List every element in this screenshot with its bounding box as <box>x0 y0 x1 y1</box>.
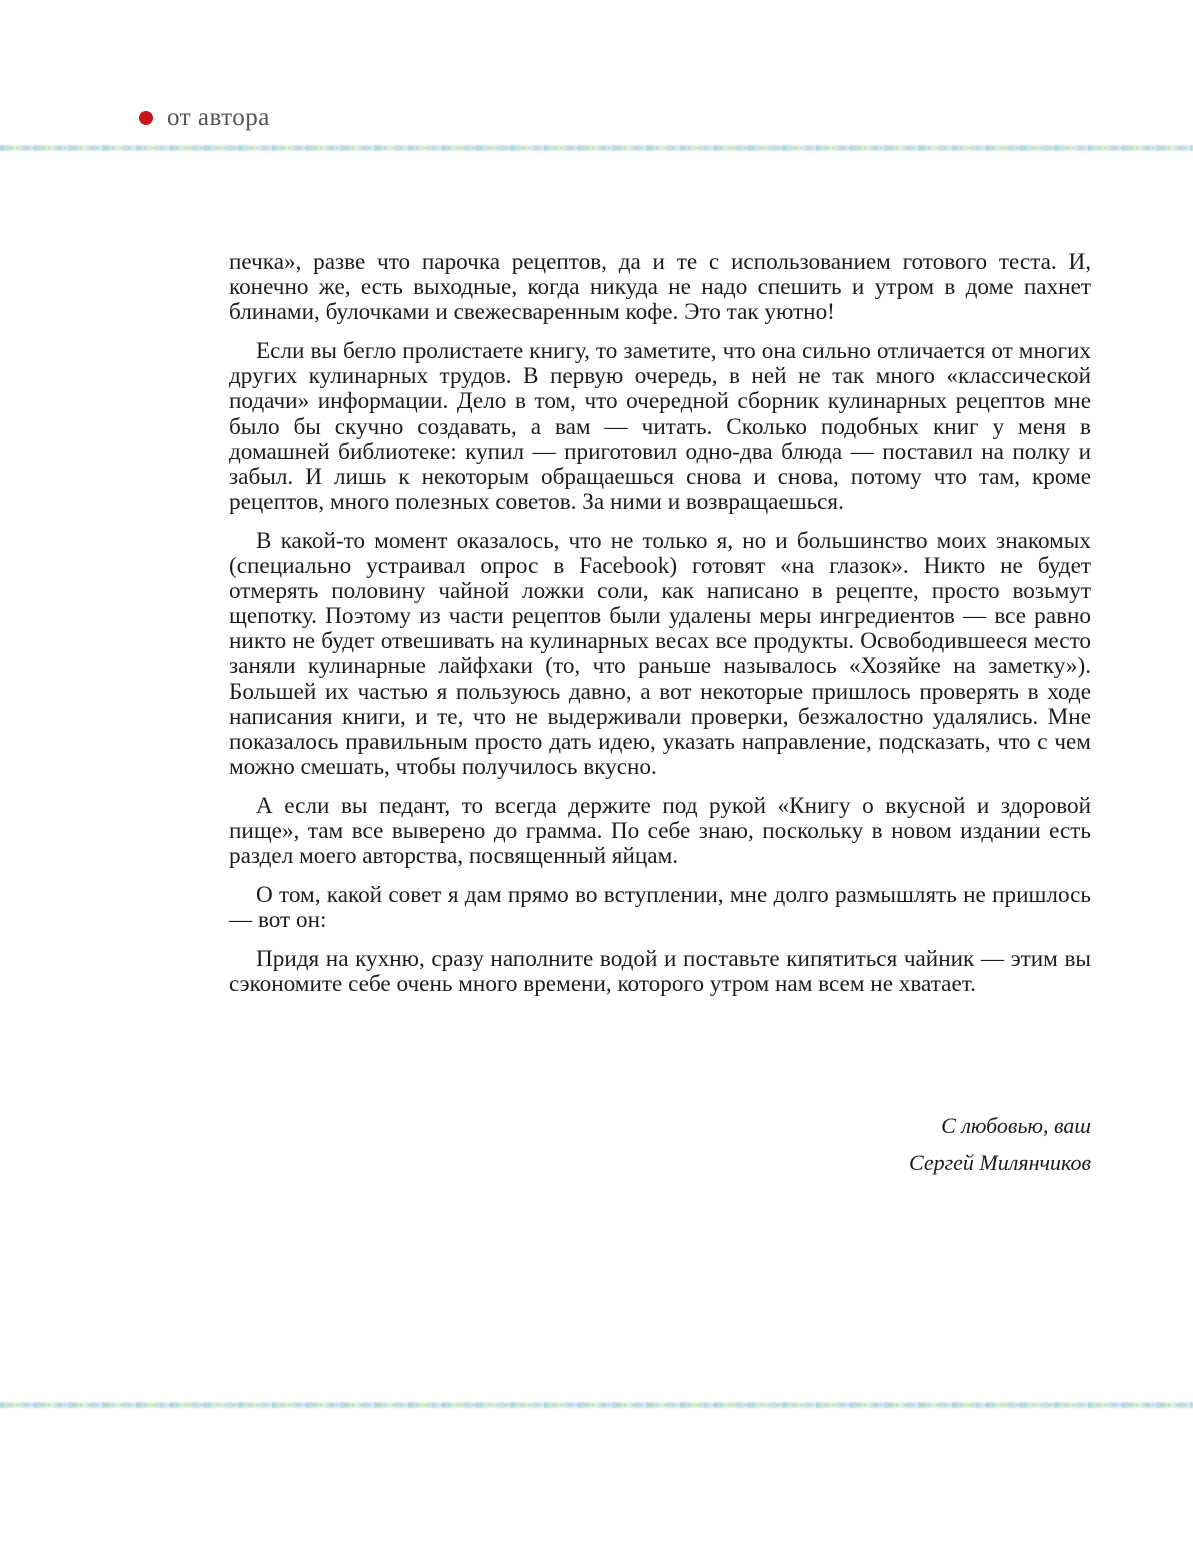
signature-line-greeting: С любовью, ваш <box>941 1113 1091 1138</box>
top-decorative-rule <box>0 145 1193 151</box>
section-header <box>139 104 270 132</box>
paragraph: печка», разве что парочка рецептов, да и те с использованием готового теста. И, конечно же, есть выходные, когда никуда не надо спешить и утром в доме пахнет блинами, булочками и свежесваренным кофе. Это так уютно! <box>229 249 1091 326</box>
signature-line-author: Сергей Милянчиков <box>909 1150 1091 1175</box>
section-label: от автора <box>167 104 270 131</box>
paragraph: О том, какой совет я дам прямо во вступлении, мне долго размышлять не пришлось — вот он: <box>229 882 1091 934</box>
article-body <box>229 250 1091 1012</box>
bottom-decorative-rule <box>0 1402 1193 1408</box>
paragraph: В какой-то момент оказалось, что не только я, но и большинство моих знакомых (специально устраивал опрос в Facebook) готовят «на глазок». Никто не будет отмерять половину чайной ложки соли, как написано в рецепте, просто возьмут щепотку. Поэтому из части рецептов были удалены меры ингредиентов — все равно никто не будет отвешивать на кулинарных весах все продукты. Освободившееся место заняли кулинарные лайфхаки (то, что раньше называлось «Хозяйке на заметку»). Большей их частью я пользуюсь давно, а вот некоторые пришлось проверять в ходе написания книги, и те, что не выдерживали проверки, безжалостно удалялись. Мне показалось правильным просто дать идею, указать направление, подсказать, что с чем можно смешать, чтобы получилось вкусно. <box>229 527 1091 780</box>
red-dot-icon <box>139 111 153 125</box>
paragraph: А если вы педант, то всегда держите под рукой «Книгу о вкусной и здоровой пище», там все выверено до грамма. По себе знаю, поскольку в новом издании есть раздел моего авторства, посвященный яйцам. <box>229 792 1091 870</box>
paragraph: Придя на кухню, сразу наполните водой и поставьте кипятиться чайник — этим вы сэкономите себе очень много времени, которого утром нам всем не хватает. <box>229 946 1091 998</box>
signature <box>909 1107 1091 1181</box>
paragraph: Если вы бегло пролистаете книгу, то заметите, что она сильно отличается от многих других кулинарных трудов. В первую очередь, в ней не так много «классической подачи» информации. Дело в том, что очередной сборник кулинарных рецептов мне было бы скучно создавать, а вам — читать. Сколько подобных книг у меня в домашней библиотеке: купил — приготовил одно-два блюда — поставил на полку и забыл. И лишь к некоторым обращаешься снова и снова, потому что там, кроме рецептов, много полезных советов. За ними и возвращаешься. <box>229 338 1091 515</box>
